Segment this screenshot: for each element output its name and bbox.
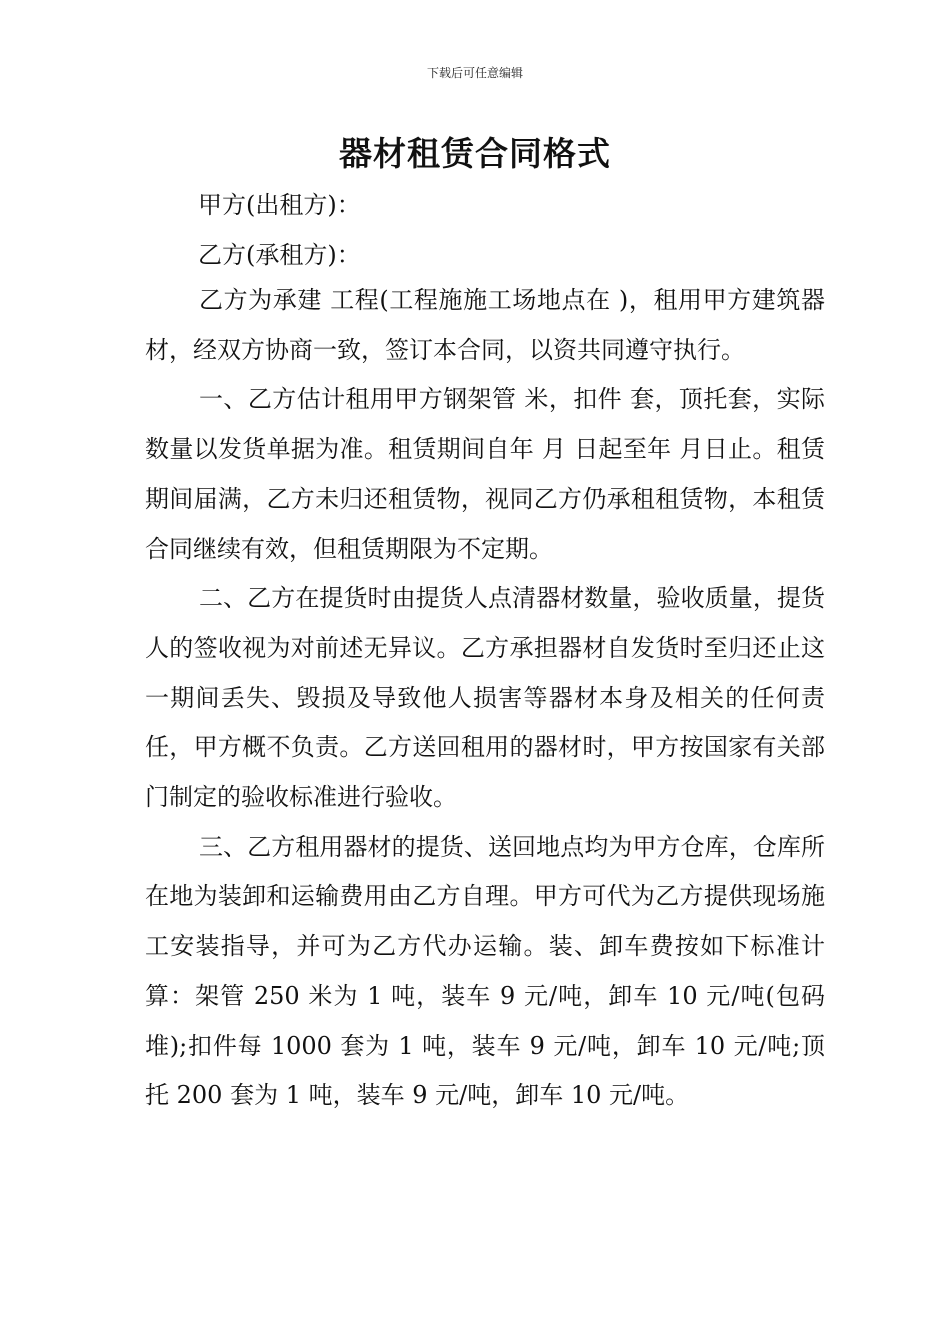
paragraph-clause-1: 一、乙方估计租用甲方钢架管 米，扣件 套，顶托套，实际数量以发货单据为准。租赁期间自年 月 日起至年 月日止。租赁期间届满，乙方未归还租赁物，视同乙方仍承租租赁物，本租赁合同继续有效，但租赁期限为不定期。 — [145, 385, 825, 563]
party-a-line: 甲方(出租方)： — [198, 191, 361, 219]
paragraph-clause-2: 二、乙方在提货时由提货人点清器材数量，验收质量，提货人的签收视为对前述无异议。乙方承担器材自发货时至归还止这一期间丢失、毁损及导致他人损害等器材本身及相关的任何责任，甲方概不负责。乙方送回租用的器材时，甲方按国家有关部门制定的验收标准进行验收。 — [145, 584, 825, 812]
page-header-note: 下载后可任意编辑 — [426, 66, 523, 80]
document-title: 器材租赁合同格式 — [339, 134, 611, 173]
party-b-line: 乙方(承租方)： — [198, 241, 361, 269]
paragraph-intro: 乙方为承建 工程(工程施施工场地点在 )，租用甲方建筑器材，经双方协商一致，签订本合同，以资共同遵守执行。 — [145, 286, 825, 364]
paragraph-clause-3: 三、乙方租用器材的提货、送回地点均为甲方仓库，仓库所在地为装卸和运输费用由乙方自理。甲方可代为乙方提供现场施工安装指导，并可为乙方代办运输。装、卸车费按如下标准计算：架管 250 米为 1 吨，装车 9 元/吨，卸车 10 元/吨(包码堆);扣件每 1000 套为 1 吨，装车 9 元/吨，卸车 10 元/吨;顶托 200 套为 1 吨，装车 9 元/吨，卸车 10 元/吨。 — [145, 832, 825, 1110]
contract-body — [145, 276, 825, 1121]
